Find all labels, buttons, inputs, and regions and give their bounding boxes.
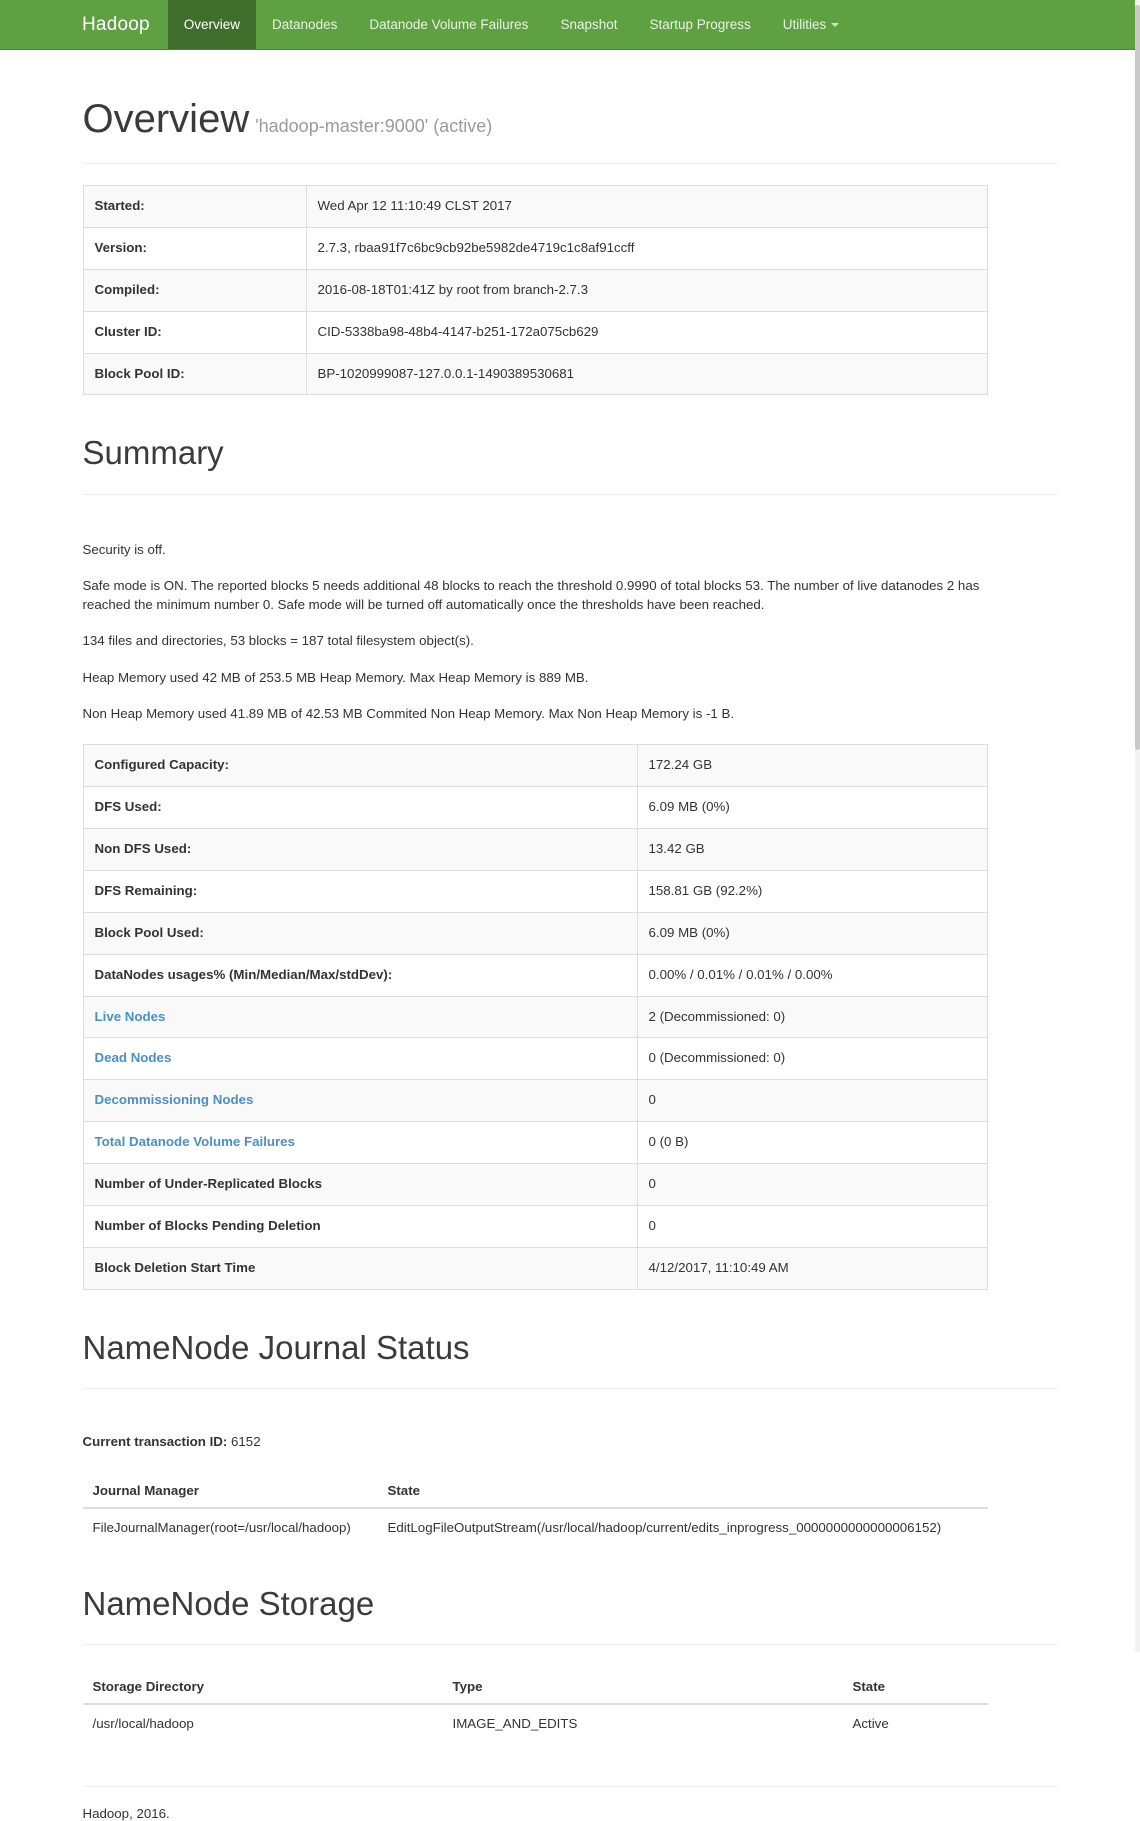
overview-value-block-pool-id: BP-1020999087-127.0.0.1-1490389530681: [306, 353, 987, 395]
decommissioning-nodes-link[interactable]: Decommissioning Nodes: [94, 1092, 254, 1108]
live-nodes-link[interactable]: Live Nodes: [94, 1008, 166, 1024]
summary-key-dead-nodes: [83, 1038, 637, 1080]
summary-value-datanodes-usages: 0.00% / 0.01% / 0.01% / 0.00%: [637, 954, 987, 996]
summary-paragraph-security: Security is off.: [82, 541, 166, 557]
storage-heading-text: NameNode Storage: [82, 1584, 375, 1622]
summary-key-configured-capacity: Configured Capacity:: [83, 745, 637, 787]
current-transaction-id-value: 6152: [231, 1433, 261, 1449]
journal-heading: [83, 1330, 1058, 1389]
page-scrollbar-thumb[interactable]: [1135, 5, 1140, 750]
summary-paragraph-files: 134 files and directories, 53 blocks = 187 total filesystem object(s).: [82, 633, 474, 649]
nav-item-snapshot[interactable]: Snapshot: [560, 17, 618, 32]
summary-value-blocks-pending-deletion: 0: [637, 1205, 987, 1247]
summary-heading: [83, 435, 1058, 494]
summary-key-decommissioning-nodes: [83, 1080, 637, 1122]
summary-key-dfs-remaining: DFS Remaining:: [83, 870, 637, 912]
storage-header-type: Type: [443, 1670, 843, 1704]
page-container: [68, 97, 1073, 1821]
summary-paragraph-safemode: Safe mode is ON. The reported blocks 5 needs additional 48 blocks to reach the threshold 0.9990 of total blocks 53. The number of live datanodes 2 has reached the minimum number 0. Safe mode will be turned off automatically once the thresholds have been reached.: [82, 577, 980, 613]
summary-value-dfs-used: 6.09 MB (0%): [637, 787, 987, 829]
storage-cell-directory: /usr/local/hadoop: [83, 1704, 443, 1742]
nav-item-startup-progress[interactable]: Startup Progress: [649, 17, 751, 32]
summary-paragraph-nonheap: Non Heap Memory used 41.89 MB of 42.53 MB Commited Non Heap Memory. Max Non Heap Memory is -1 B.: [82, 706, 735, 721]
overview-key-cluster-id: Cluster ID:: [83, 311, 306, 353]
table-row: [83, 1508, 988, 1546]
summary-key-blocks-pending-deletion: Number of Blocks Pending Deletion: [83, 1205, 637, 1247]
summary-table: [83, 744, 988, 1289]
overview-value-cluster-id: CID-5338ba98-48b4-4147-b251-172a075cb629: [306, 311, 987, 353]
journal-table: [83, 1474, 988, 1546]
table-row: [83, 269, 987, 311]
summary-heading-divider: [83, 494, 1058, 495]
page-title: [83, 97, 1058, 164]
journal-header-manager: Journal Manager: [83, 1474, 378, 1508]
table-row: [83, 954, 987, 996]
table-row: [83, 912, 987, 954]
summary-value-decommissioning-nodes: 0: [637, 1080, 987, 1122]
summary-key-block-deletion-start-time: Block Deletion Start Time: [83, 1247, 637, 1289]
table-row: [83, 745, 987, 787]
nav-item-datanode-volume-failures[interactable]: Datanode Volume Failures: [369, 17, 529, 32]
summary-value-under-replicated-blocks: 0: [637, 1164, 987, 1206]
summary-key-dfs-used: DFS Used:: [83, 787, 637, 829]
page-title-text: Overview: [82, 97, 250, 141]
table-header-row: [83, 1474, 988, 1508]
summary-value-block-pool-used: 6.09 MB (0%): [637, 912, 987, 954]
summary-value-block-deletion-start-time: 4/12/2017, 11:10:49 AM: [637, 1247, 987, 1289]
journal-heading-divider: [83, 1388, 1058, 1389]
overview-key-block-pool-id: Block Pool ID:: [83, 353, 306, 395]
table-row: [83, 829, 987, 871]
table-row: [83, 1038, 987, 1080]
overview-table: [83, 185, 988, 395]
table-row: [83, 787, 987, 829]
page-title-divider: [83, 163, 1058, 164]
table-row: [83, 1164, 987, 1206]
storage-header-directory: Storage Directory: [83, 1670, 443, 1704]
top-navbar: [0, 0, 1140, 49]
journal-cell-manager: FileJournalManager(root=/usr/local/hadoop): [83, 1508, 378, 1546]
overview-key-started: Started:: [83, 186, 306, 228]
table-row: [83, 186, 987, 228]
table-row: [83, 353, 987, 395]
nav-item-datanodes[interactable]: Datanodes: [272, 17, 338, 32]
table-row: [83, 870, 987, 912]
summary-paragraph-heap: Heap Memory used 42 MB of 253.5 MB Heap Memory. Max Heap Memory is 889 MB.: [82, 669, 589, 685]
navbar-left-spacer: [0, 0, 64, 49]
nav-item-utilities-label: Utilities: [782, 17, 827, 32]
storage-heading-divider: [83, 1644, 1058, 1645]
page-scrollbar-track[interactable]: [1135, 0, 1140, 1652]
storage-cell-state: Active: [843, 1704, 988, 1742]
overview-value-compiled: 2016-08-18T01:41Z by root from branch-2.7.3: [306, 269, 987, 311]
table-row: [83, 1247, 987, 1289]
total-datanode-volume-failures-link[interactable]: Total Datanode Volume Failures: [94, 1134, 295, 1150]
storage-cell-type: IMAGE_AND_EDITS: [443, 1704, 843, 1742]
table-row: [83, 311, 987, 353]
page-footer: [83, 1786, 1058, 1821]
summary-key-total-volume-failures: [83, 1122, 637, 1164]
journal-header-state: State: [378, 1474, 988, 1508]
table-row: [83, 1704, 988, 1742]
summary-value-live-nodes: 2 (Decommissioned: 0): [637, 996, 987, 1038]
table-row: [83, 1080, 987, 1122]
summary-key-block-pool-used: Block Pool Used:: [83, 912, 637, 954]
summary-value-configured-capacity: 172.24 GB: [637, 745, 987, 787]
summary-value-dead-nodes: 0 (Decommissioned: 0): [637, 1038, 987, 1080]
table-row: [83, 227, 987, 269]
summary-value-total-volume-failures: 0 (0 B): [637, 1122, 987, 1164]
summary-key-non-dfs-used: Non DFS Used:: [83, 829, 637, 871]
overview-value-started: Wed Apr 12 11:10:49 CLST 2017: [306, 186, 987, 228]
storage-heading: [83, 1586, 1058, 1645]
nav-item-utilities[interactable]: [767, 0, 856, 49]
brand-hadoop-link[interactable]: Hadoop: [82, 13, 150, 35]
summary-key-under-replicated-blocks: Number of Under-Replicated Blocks: [83, 1164, 637, 1206]
overview-value-version: 2.7.3, rbaa91f7c6bc9cb92be5982de4719c1c8af91ccff: [306, 227, 987, 269]
page-title-subtitle: 'hadoop-master:9000' (active): [255, 116, 493, 136]
storage-header-state: State: [843, 1670, 988, 1704]
table-row: [83, 1205, 987, 1247]
overview-key-compiled: Compiled:: [83, 269, 306, 311]
summary-value-dfs-remaining: 158.81 GB (92.2%): [637, 870, 987, 912]
summary-key-datanodes-usages: DataNodes usages% (Min/Median/Max/stdDev):: [83, 954, 637, 996]
current-transaction-id-label: Current transaction ID:: [82, 1433, 228, 1449]
journal-heading-text: NameNode Journal Status: [82, 1328, 470, 1366]
footer-text: Hadoop, 2016.: [82, 1806, 170, 1821]
nav-item-overview[interactable]: Overview: [168, 0, 256, 49]
journal-cell-state: EditLogFileOutputStream(/usr/local/hadoop/current/edits_inprogress_0000000000000006152): [378, 1508, 988, 1546]
table-row: [83, 996, 987, 1038]
summary-key-live-nodes: [83, 996, 637, 1038]
summary-heading-text: Summary: [82, 434, 224, 472]
navbar-items: [168, 0, 856, 49]
storage-table: [83, 1670, 988, 1742]
overview-key-version: Version:: [83, 227, 306, 269]
summary-value-non-dfs-used: 13.42 GB: [637, 829, 987, 871]
current-transaction-id: [83, 1434, 1058, 1449]
chevron-down-icon: [831, 23, 839, 27]
table-row: [83, 1122, 987, 1164]
table-header-row: [83, 1670, 988, 1704]
dead-nodes-link[interactable]: Dead Nodes: [94, 1050, 172, 1066]
